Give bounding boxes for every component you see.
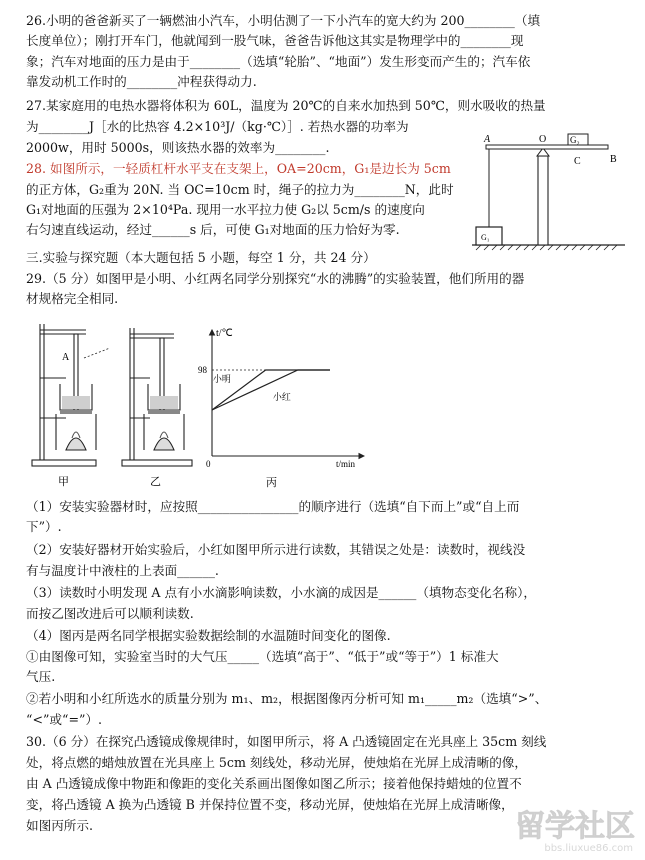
q29-4-line-1: （4）图丙是两名同学根据实验数据绘制的水温随时间变化的图像.	[26, 628, 391, 643]
q28-line-2: 的正方体，G₂重为 20N. 当 OC=10cm 时，绳子的拉力为________N，此时	[26, 182, 454, 197]
q26-line-1: 26.小明的爸爸新买了一辆燃油小汽车，小明估测了一下小汽车的宽大约为 200________（填	[26, 13, 541, 28]
eye-line	[84, 348, 110, 358]
temperature-time-chart	[196, 324, 371, 490]
series-label-2: 小红	[272, 393, 291, 403]
q29-4a-line-1: ①由图像可知，实验室当时的大气压_____（选填“高于”、“低于”或“等于”）1 标准大	[26, 649, 499, 664]
q28-text-1: 28. 如图所示，一轻质杠杆水平支在支架上，OA=20cm，G₁是边长为 5cm	[26, 161, 451, 176]
stand-jia	[32, 324, 96, 466]
label-g2: G₂	[570, 135, 580, 145]
y-axis-label: t/℃	[216, 328, 233, 339]
ground-hatching	[476, 245, 617, 250]
q29-line-1: 29.（5 分）如图甲是小明、小红两名同学分别探究“水的沸腾”的实验装置，他们所用的器	[26, 271, 525, 286]
q27-line-1: 27.某家庭用的电热水器将体积为 60L，温度为 20℃的自来水加热到 50℃，则水吸收的热量	[26, 98, 546, 113]
lever-bar	[486, 145, 608, 149]
q30-line-3: 由 A 凸透镜成像中物距和像距的变化关系画出图像如图乙所示；接着他保持蜡烛的位置不	[26, 776, 522, 791]
q26-line-2: 长度单位）；刚打开车门，他就闻到一股气味，爸爸告诉他这其实是物理学中的________现	[26, 33, 524, 48]
q28-line-4: 右匀速直线运动，经过______s 后，可使 G₁对地面的压力恰好为零.	[26, 222, 400, 237]
q29-3-line-2: 而按乙图改进后可以顺利读数.	[26, 606, 194, 621]
q26-line-3: 象；汽车对地面的压力是由于________（选填“轮胎”、“地面”）发生形变而产生的；汽车依	[26, 54, 531, 69]
caption-bing: 丙	[266, 477, 277, 489]
q30-line-1: 30.（6 分）在探究凸透镜成像规律时，如图甲所示，将 A 凸透镜固定在光具座上 35cm 刻线	[26, 734, 547, 749]
lever-figure	[470, 128, 630, 253]
caption-yi: 乙	[150, 476, 161, 488]
q29-1-line-1: （1）安装实验器材时，应按照________________的顺序进行（选填“自下而上”或“自上而	[26, 499, 520, 514]
q29-4a-line-2: 气压.	[26, 669, 56, 684]
q28-line-3: G₁对地面的压强为 2×10⁴Pa. 现用一水平拉力使 G₂以 5cm/s 的速度向	[26, 202, 425, 217]
q29-2-line-1: （2）安装好器材开始实验后，小红如图甲所示进行读数，其错误之处是：读数时，视线没	[26, 542, 526, 557]
boiling-apparatus-figure	[26, 318, 206, 490]
label-b: B	[610, 154, 617, 165]
q28-line-1	[26, 159, 451, 179]
x-axis-label: t/min	[336, 459, 356, 469]
origin-label: 0	[206, 459, 211, 469]
q29-2-line-2: 有与温度计中液柱的上表面______.	[26, 563, 219, 578]
q29-line-2: 材规格完全相同.	[26, 291, 119, 306]
caption-jia: 甲	[58, 476, 69, 488]
label-o: O	[539, 134, 547, 145]
q29-3-line-1: （3）读数时小明发现 A 点有小水滴影响读数，小水滴的成因是______（填物态变化名称），	[26, 585, 536, 600]
q26-line-4: 靠发动机工作时的________冲程获得动力.	[26, 74, 257, 89]
label-g1: G₁	[481, 233, 490, 242]
q30-line-4: 变，将凸透镜 A 换为凸透镜 B 并保持位置不变，移动光屏，使烛焰在光屏上成清晰像，	[26, 797, 514, 812]
q29-4b-line-2: “<”或“=”）.	[26, 712, 103, 727]
section-3-heading: 三.实验与探究题（本大题包括 5 小题，每空 1 分，共 24 分）	[26, 250, 376, 265]
watermark-sub: bbs.liuxue86.com	[544, 843, 633, 854]
label-a: A	[484, 134, 491, 145]
q29-4b-line-1: ②若小明和小红所选水的质量分别为 m₁、m₂，根据图像丙分析可知 m₁_____m₂（选填“>”、	[26, 691, 548, 706]
y-tick-label: 98	[198, 365, 207, 375]
label-a-point: A	[62, 352, 70, 363]
q27-line-3: 2000w，用时 5000s，则该热水器的效率为________.	[26, 140, 330, 155]
q27-line-2: 为________J［水的比热容 4.2×10³J/（kg·℃）］. 若热水器的功率为	[26, 119, 409, 134]
q29-1-line-2: 下”）.	[26, 519, 62, 534]
stand-yi	[122, 328, 192, 466]
watermark-main: 留学社区	[515, 809, 635, 844]
q30-line-5: 如图丙所示.	[26, 818, 93, 833]
q30-line-2: 处，将点燃的蜡烛放置在光具座上 5cm 刻线处，移动光屏，使烛焰在光屏上成清晰的像，	[26, 755, 527, 770]
series-label-1: 小明	[212, 375, 231, 385]
site-watermark-logo	[437, 806, 637, 854]
support-post	[538, 156, 548, 245]
label-c: C	[574, 156, 581, 167]
plot-area	[198, 365, 330, 410]
